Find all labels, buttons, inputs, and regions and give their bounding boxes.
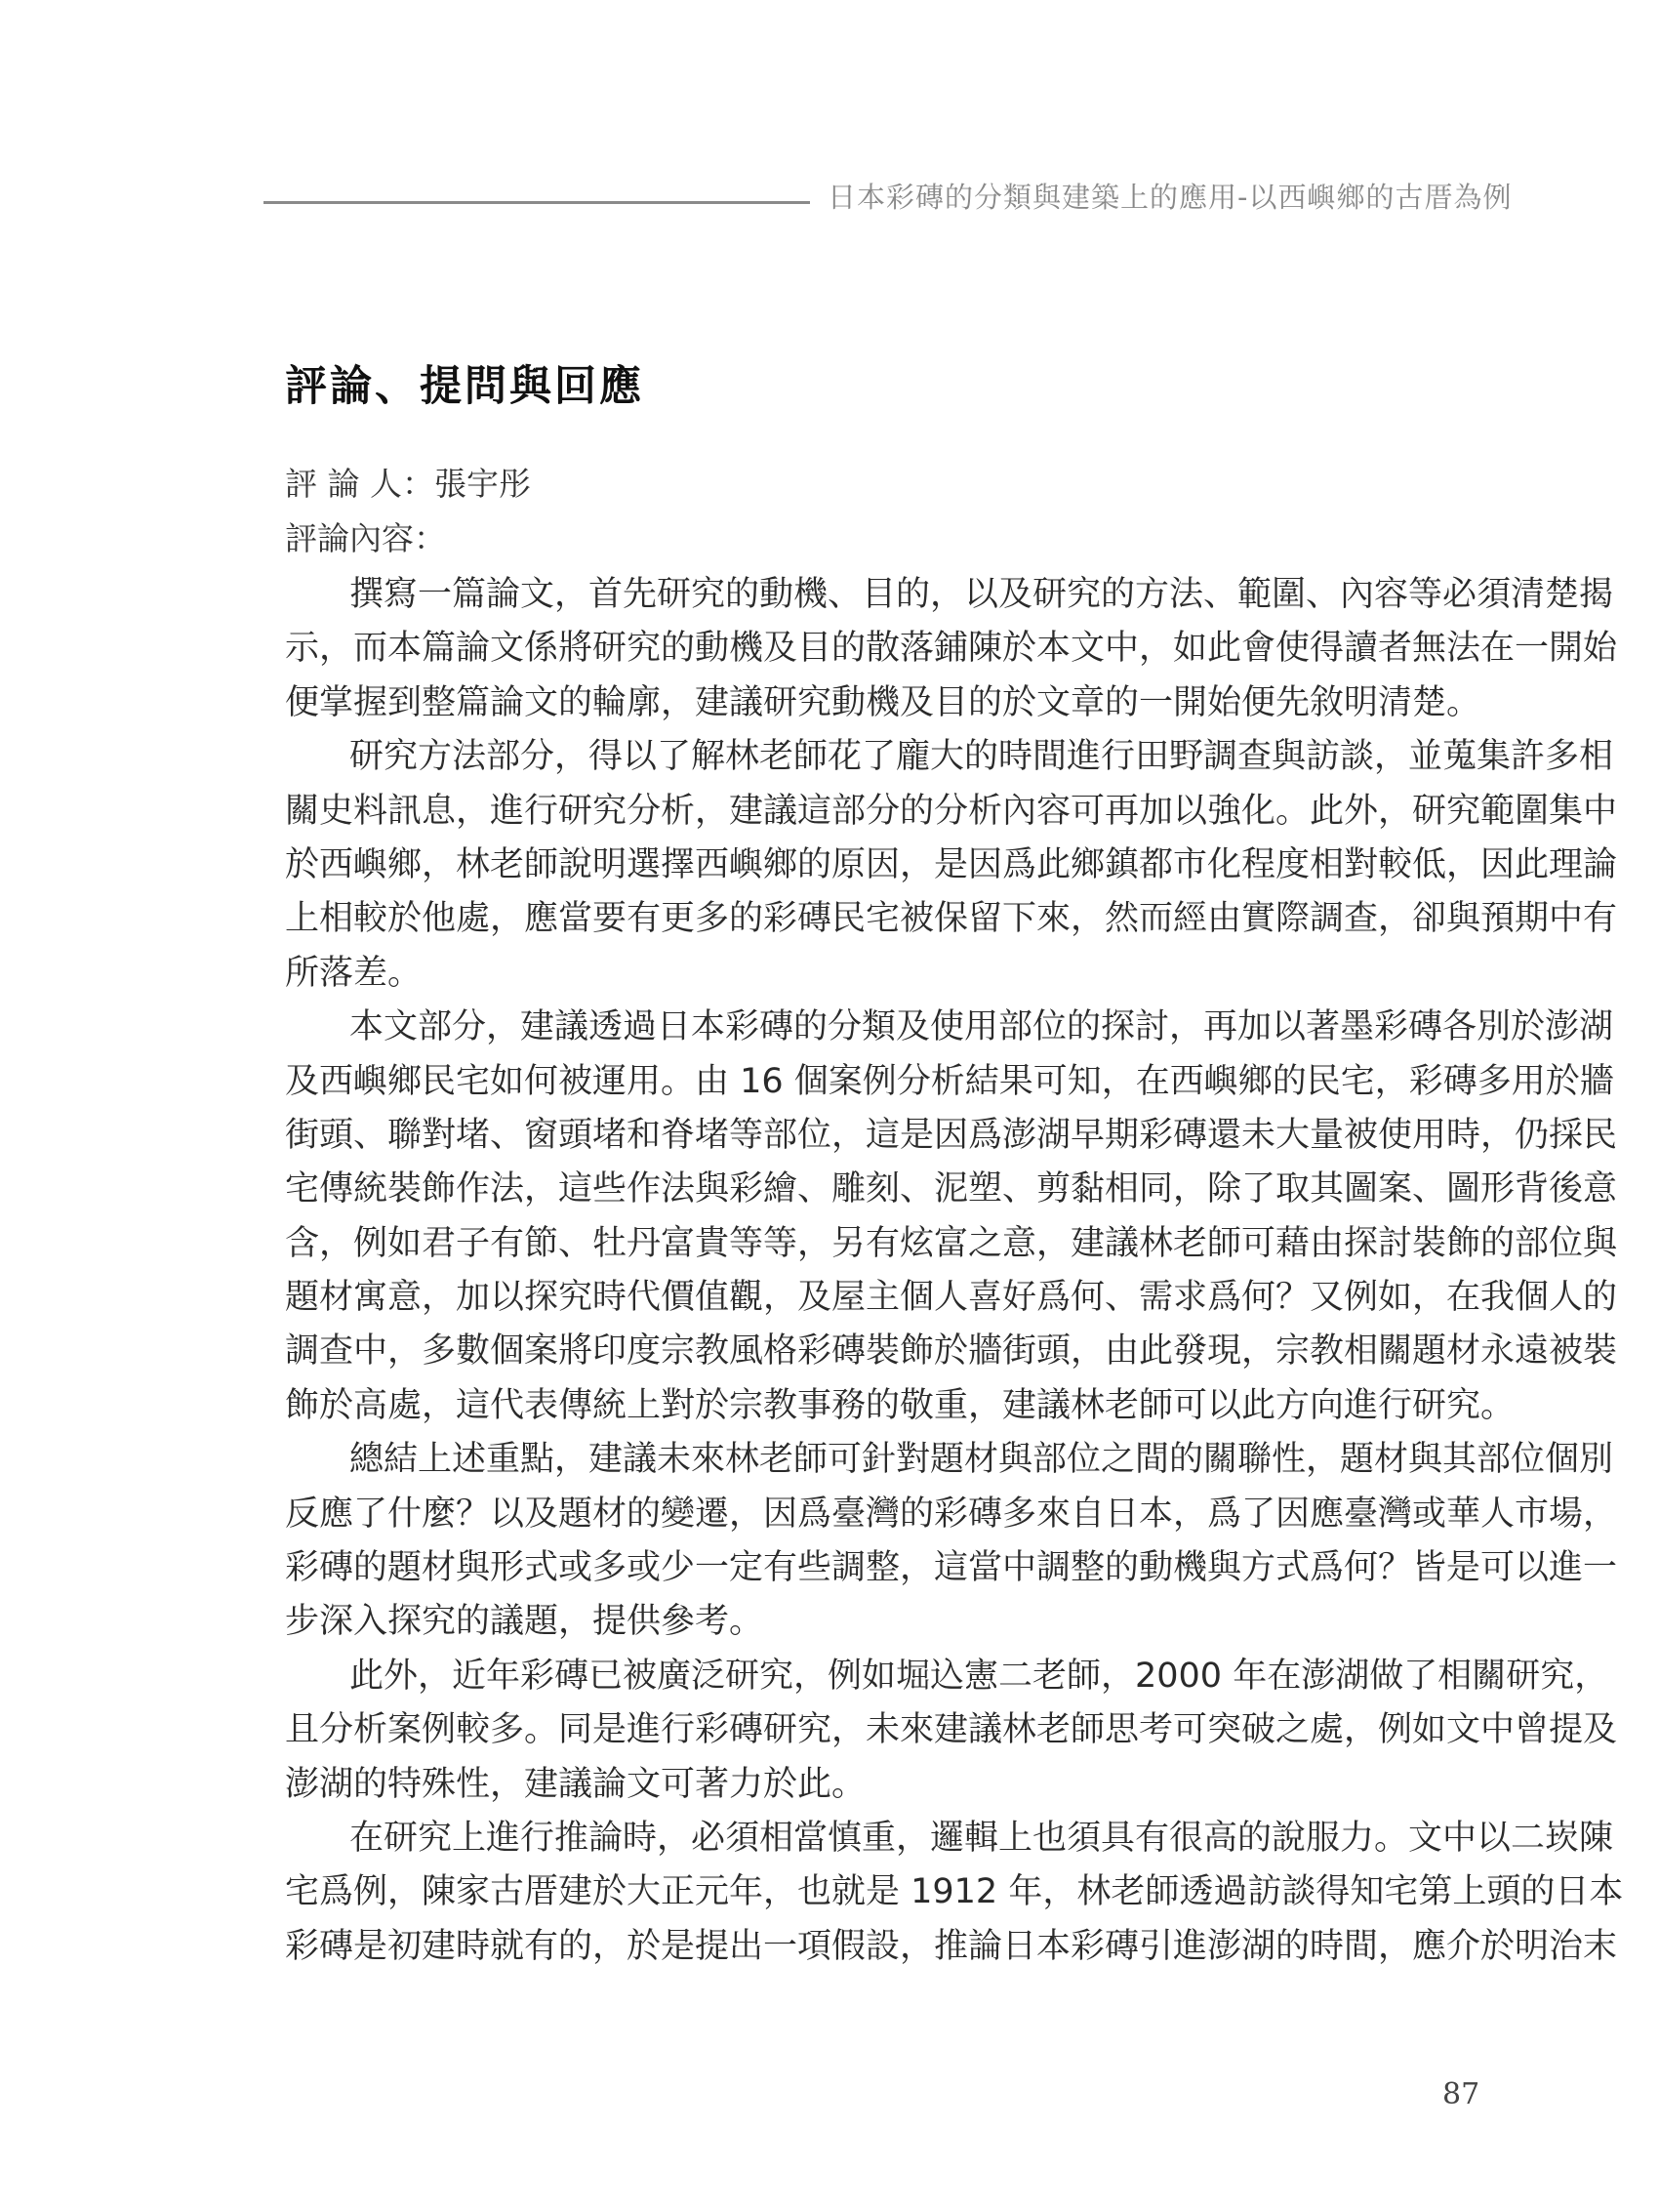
- text-line: 彩磚的題材與形式或多或少一定有些調整，這當中調整的動機與方式爲何？皆是可以進一: [285, 1548, 1618, 1588]
- text-line: 步深入探究的議題，提供參考。: [285, 1602, 764, 1642]
- paragraph: [285, 1650, 1618, 1812]
- text-line: 便掌握到整篇論文的輪廓，建議研究動機及目的於文章的一開始便先敘明清楚。: [285, 682, 1481, 722]
- reviewer-line: 評 論 人：張宇彤: [285, 465, 531, 503]
- text-line: 撰寫一篇論文，首先研究的動機、目的，以及研究的方法、範圍、內容等必須清楚揭: [349, 575, 1614, 614]
- paragraph: [285, 568, 1618, 730]
- text-line: 調查中，多數個案將印度宗教風格彩磚裝飾於牆街頭，由此發現，宗教相關題材永遠被裝: [285, 1331, 1618, 1372]
- text-line: 本文部分，建議透過日本彩磚的分類及使用部位的探討，再加以著墨彩磚各別於澎湖: [349, 1007, 1614, 1047]
- paragraph: [285, 1812, 1624, 1974]
- body-text: [285, 568, 1624, 1974]
- text-line: 宅爲例，陳家古厝建於大正元年，也就是 1912 年，林老師透過訪談得知宅第上頭的日本: [285, 1872, 1624, 1912]
- paragraph: [285, 1001, 1618, 1433]
- text-line: 上相較於他處，應當要有更多的彩磚民宅被保留下來，然而經由實際調查，卻與預期中有: [285, 899, 1618, 939]
- text-line: 反應了什麼？以及題材的變遷，因爲臺灣的彩磚多來自日本，爲了因應臺灣或華人市場，: [285, 1494, 1618, 1534]
- text-line: 此外，近年彩磚已被廣泛研究，例如堀込憲二老師，2000 年在澎湖做了相關研究，: [349, 1656, 1609, 1696]
- text-line: 及西嶼鄉民宅如何被運用。由 16 個案例分析結果可知，在西嶼鄉的民宅，彩磚多用於牆: [285, 1061, 1614, 1101]
- running-header-title: 日本彩磚的分類與建築上的應用-以西嶼鄉的古厝為例: [828, 181, 1513, 214]
- text-line: 宅傳統裝飾作法，這些作法與彩繪、雕刻、泥塑、剪黏相同，除了取其圖案、圖形背後意: [285, 1169, 1618, 1209]
- text-line: 澎湖的特殊性，建議論文可著力於此。: [285, 1764, 867, 1804]
- text-line: 研究方法部分，得以了解林老師花了龐大的時間進行田野調查與訪談，並蒐集許多相: [349, 737, 1614, 777]
- text-line: 飾於高處，這代表傳統上對於宗教事務的敬重，建議林老師可以此方向進行研究。: [285, 1385, 1516, 1425]
- paragraph: [285, 1433, 1618, 1650]
- text-line: 總結上述重點，建議未來林老師可針對題材與部位之間的關聯性，題材與其部位個別: [349, 1440, 1614, 1480]
- text-line: 街頭、聯對堵、窗頭堵和脊堵等部位，這是因爲澎湖早期彩磚還未大量被使用時，仍採民: [285, 1115, 1618, 1155]
- text-line: 且分析案例較多。同是進行彩磚研究，未來建議林老師思考可突破之處，例如文中曾提及: [285, 1710, 1618, 1750]
- header-rule: [263, 201, 810, 204]
- text-line: 於西嶼鄉，林老師說明選擇西嶼鄉的原因，是因爲此鄉鎮都市化程度相對較低，因此理論: [285, 844, 1618, 884]
- text-line: 關史料訊息，進行研究分析，建議這部分的分析內容可再加以強化。此外，研究範圍集中: [285, 791, 1618, 831]
- page-number: 87: [1442, 2077, 1480, 2111]
- text-line: 在研究上進行推論時，必須相當慎重，邏輯上也須具有很高的說服力。文中以二崁陳: [349, 1818, 1614, 1858]
- text-line: 題材寓意，加以探究時代價值觀，及屋主個人喜好爲何、需求爲何？又例如，在我個人的: [285, 1278, 1618, 1318]
- text-line: 示，而本篇論文係將研究的動機及目的散落鋪陳於本文中，如此會使得讀者無法在一開始: [285, 629, 1618, 669]
- content-label: 評論內容：: [285, 519, 446, 557]
- text-line: 含，例如君子有節、牡丹富貴等等，另有炫富之意，建議林老師可藉由探討裝飾的部位與: [285, 1223, 1618, 1263]
- paragraph: [285, 730, 1618, 1001]
- text-line: 彩磚是初建時就有的，於是提出一項假設，推論日本彩磚引進澎湖的時間，應介於明治末: [285, 1926, 1618, 1966]
- section-heading: 評論、提問與回應: [285, 362, 644, 411]
- text-line: 所落差。: [285, 953, 423, 993]
